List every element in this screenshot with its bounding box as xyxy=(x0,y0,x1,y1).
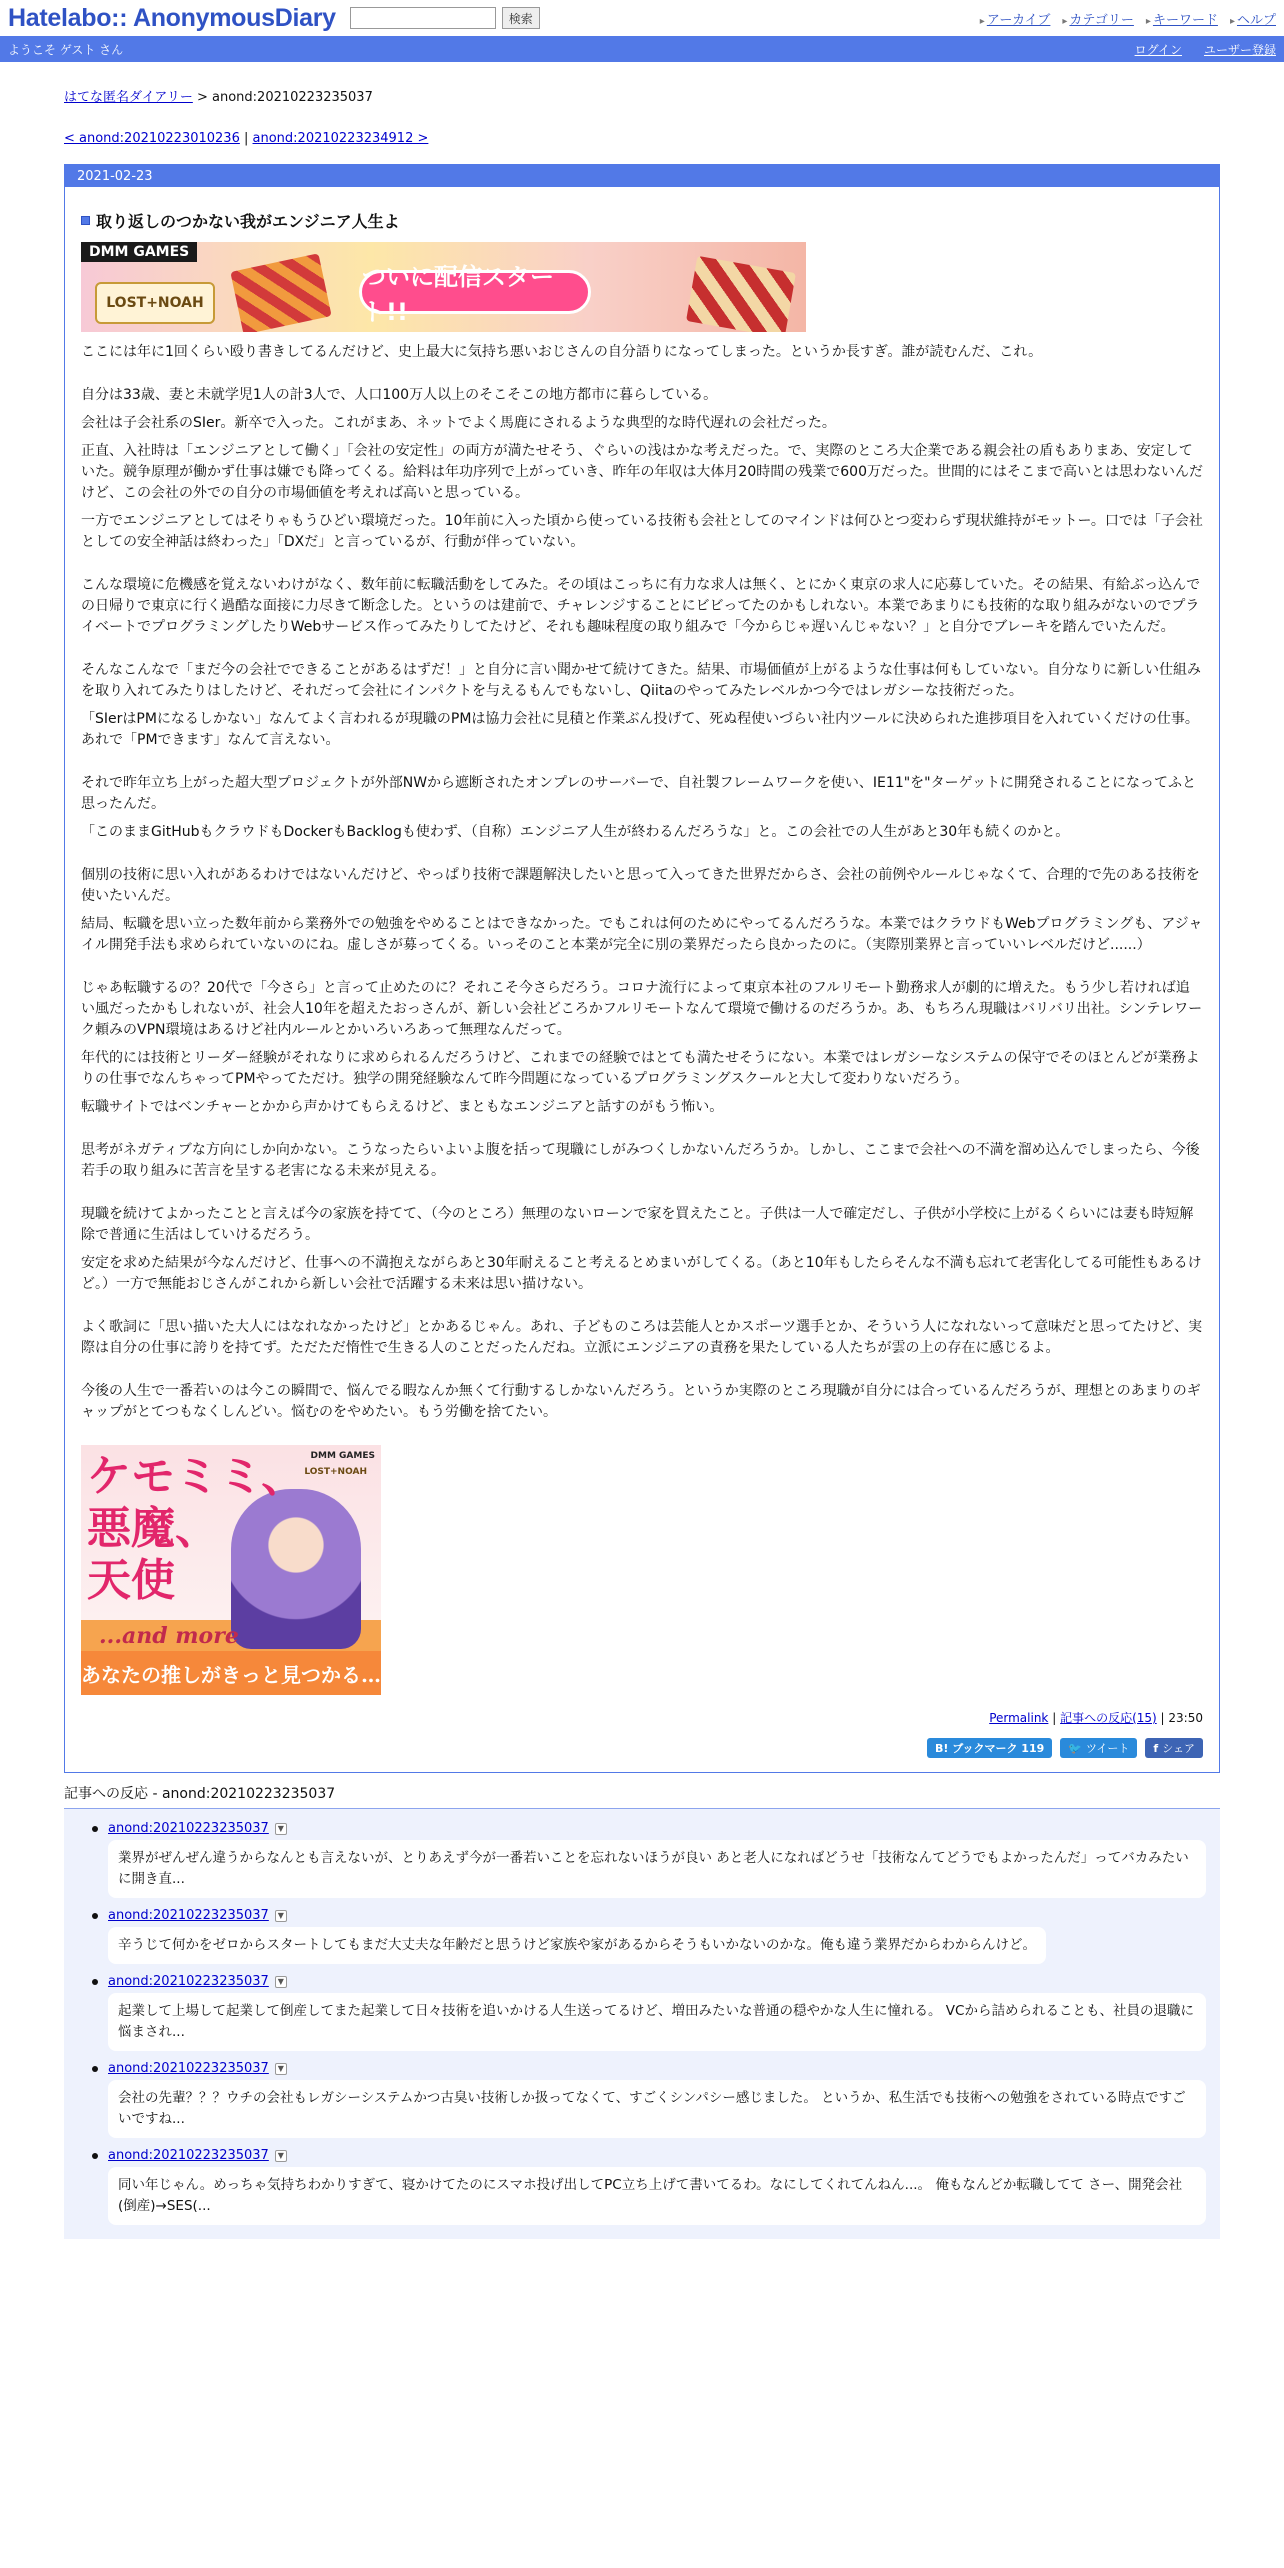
ad-headline-line: 天使 xyxy=(87,1555,175,1606)
response-excerpt: 会社の先輩？？？ウチの会社もレガシーシステムかつ古臭い技術しか扱ってなくて、すごくシンパシー感じました。 というか、私生活でも技術への勉強をされている時点ですごいですね... xyxy=(108,2080,1206,2138)
paragraph: 正直、入社時は「エンジニアとして働く」「会社の安定性」の両方が満たせそう、ぐらいの浅はかな考えだった。で、実際のところ大企業である親会社の盾もありまあ、安定していた。競争原理が働かず仕事は嫌でも降ってくる。給料は年功序列で上がっていき、昨年の年収は大体月20時間の残業で600万だった。世間的にはそこまで高いとは思わないんだけど、この会社の外での自分の市場価値を考えれば高いと思っている。 xyxy=(81,443,1203,501)
welcome-text: ようこそ ゲスト さん xyxy=(8,42,124,57)
responses-link[interactable]: 記事への反応(15) xyxy=(1060,1711,1157,1725)
ad-headline xyxy=(87,1451,305,1607)
triangle-bullet-icon: ▸ xyxy=(979,15,985,27)
footer-separator: | xyxy=(1052,1711,1061,1725)
paragraph-group xyxy=(81,342,1203,363)
paragraph: 自分は33歳、妻と未就学児1人の計3人で、人口100万人以上のそこそこの地方都市に暮らしている。 xyxy=(81,387,718,403)
response-item xyxy=(92,2061,1220,2138)
paragraph: 安定を求めた結果が今なんだけど、仕事への不満抱えながらあと30年耐えること考えるとめまいがしてくる。（あと10年もしたらそんな不満も忘れて老害化してる可能性もあるけど。）一方で無能おじさんがこれから新しい会社で活躍する未来は思い描けない。 xyxy=(81,1255,1202,1292)
next-entry-link[interactable]: anond:20210223234912 > xyxy=(252,131,429,146)
paragraph: じゃあ転職するの？20代で「今さら」と言って止めたのに？それこそ今さらだろう。コロナ流行によって東京本社のフルリモート勤務求人が劇的に増えた。もう少し若ければ追い風だったかもしれないが、社会人10年を超えたおっさんが、新しい会社どころかフルリモートなんて環境で働けるのだろうか。あ、もちろん現職はバリバリ出社。シンテレワーク頼みのVPN環境はあるけど社内ルールとかいろいろあって無理なんだって。 xyxy=(81,980,1203,1038)
paragraph-group xyxy=(81,1381,1203,1423)
permalink-link[interactable]: Permalink xyxy=(989,1711,1049,1725)
prev-entry-link[interactable]: < anond:20210223010236 xyxy=(64,131,240,146)
response-link[interactable]: anond:20210223235037 xyxy=(108,1821,269,1836)
game-logo: LOST+NOAH xyxy=(95,282,215,324)
paragraph: 思考がネガティブな方向にしか向かない。こうなったらいよいよ腹を括って現職にしがみつくしかないんだろうか。しかし、ここまで会社への不満を溜め込んでしまったら、今後若手の取り組みに苦言を呈する老害になる未来が見える。 xyxy=(81,1142,1200,1179)
paragraph-group xyxy=(81,865,1203,956)
account-links xyxy=(1135,41,1276,58)
triangle-bullet-icon: ▸ xyxy=(1145,15,1151,27)
share-label: シェア xyxy=(1162,1742,1195,1755)
paragraph-group xyxy=(81,978,1203,1118)
paragraph-group xyxy=(81,1140,1203,1182)
paragraph: 今後の人生で一番若いのは今この瞬間で、悩んでる暇なんか無くて行動するしかないんだろう。というか実際のところ現職が自分には合っているんだろうが、理想とのあまりのギャップがとてつもなくしんどい。悩むのをやめたい。もう労働を捨てたい。 xyxy=(81,1383,1201,1420)
paragraph: 年代的には技術とリーダー経験がそれなりに求められるんだろうけど、これまでの経験ではとても満たせそうにない。本業ではレガシーなシステムの保守でそのほとんどが業務よりの仕事でなんちゃってPMやってただけ。独学の開発経験なんて昨今問題になっているプログラミングスクールと大して変わりないだろう。 xyxy=(81,1050,1200,1087)
response-link[interactable]: anond:20210223235037 xyxy=(108,1908,269,1923)
response-excerpt: 起業して上場して起業して倒産してまた起業して日々技術を追いかける人生送ってるけど、増田みたいな普通の穏やかな人生に憧れる。 VCから詰められることも、社員の退職に悩まされ... xyxy=(108,1993,1206,2051)
response-link[interactable]: anond:20210223235037 xyxy=(108,2061,269,2076)
gift-box-image xyxy=(230,253,331,332)
register-link[interactable]: ユーザー登録 xyxy=(1203,42,1276,57)
paragraph: 結局、転職を思い立った数年前から業務外での勉強をやめることはできなかった。でもこれは何のためにやってるんだろうな。本業ではクラウドもWebプログラミングも、アジャイル開発手法も求められていないのにね。虚しさが募ってくる。いっそのこと本業が完全に別の業界だったら良かったのに。（実際別業界と言っていいレベルだけど......） xyxy=(81,916,1203,953)
nav-category-link[interactable]: カテゴリー xyxy=(1069,12,1134,28)
entry-text xyxy=(81,342,1203,1423)
paragraph-group xyxy=(81,1317,1203,1359)
entry-body xyxy=(65,209,1219,1772)
top-nav xyxy=(980,9,1276,28)
ad-headline-line: 悪魔、 xyxy=(87,1503,219,1554)
search-form xyxy=(350,7,540,29)
paragraph-group xyxy=(81,660,1203,751)
nav-item-category xyxy=(1062,9,1134,28)
paragraph: 会社は子会社系のSIer。新卒で入った。これがまあ、ネットでよく馬鹿にされるような典型的な時代遅れの会社だった。 xyxy=(81,415,836,431)
paragraph: よく歌詞に「思い描いた大人にはなれなかったけど」とかあるじゃん。あれ、子どものころは芸能人とかスポーツ選手とか、そういう人になれないって意味だと思ってたけど、実際は自分の仕事に誇りを持てず。ただただ惰性で生きる人のことだったんだね。立派にエンジニアの責務を果たしている人たちが雲の上の存在に感じるよ。 xyxy=(81,1319,1203,1356)
entry-title-text[interactable]: 取り返しのつかない我がエンジニア人生よ xyxy=(96,212,400,231)
pager-separator: | xyxy=(239,131,253,146)
paragraph: 転職サイトではベンチャーとかから声かけてもらえるけど、まともなエンジニアと話すのがもう怖い。 xyxy=(81,1099,724,1115)
nav-item-keyword xyxy=(1146,9,1218,28)
chevron-down-icon[interactable]: ▼ xyxy=(275,2150,287,2162)
ad-headline: ついに配信スタート!! xyxy=(359,270,591,314)
paragraph-group xyxy=(81,1204,1203,1295)
bird-icon: 🐦 xyxy=(1068,1741,1082,1755)
share-buttons xyxy=(81,1738,1203,1758)
entry-footer xyxy=(81,1709,1203,1726)
breadcrumb xyxy=(64,86,1220,105)
ad-brand: DMM GAMES xyxy=(310,1451,375,1461)
response-header xyxy=(92,1821,1220,1836)
chevron-down-icon[interactable]: ▼ xyxy=(275,2063,287,2075)
response-header xyxy=(92,2061,1220,2076)
paragraph-group xyxy=(81,575,1203,638)
search-button[interactable]: 検索 xyxy=(502,7,540,29)
ad-banner-top[interactable] xyxy=(81,242,806,332)
paragraph: そんなこんなで「まだ今の会社でできることがあるはずだ！」と自分に言い聞かせて続けてきた。結果、市場価値が上がるような仕事は何もしていない。自分なりに新しい仕組みを取り入れてみたりはしたけど、それだって会社にインパクトを与えるもんでもないし、Qiitaのやってみたレベルかつ今ではレガシーな技術だった。 xyxy=(81,662,1201,699)
response-header xyxy=(92,1908,1220,1923)
ad-brand: DMM GAMES xyxy=(81,242,197,262)
response-header xyxy=(92,2148,1220,2163)
ad-tagline: あなたの推しがきっと見つかる… xyxy=(81,1651,381,1695)
search-input[interactable] xyxy=(350,7,496,29)
paragraph: 「SIerはPMになるしかない」なんてよく言われるが現職のPMは協力会社に見積と作業ぶん投げて、死ぬ程使いづらい社内ツールに決められた進捗項目を入れていくだけの仕事。あれで「PMできます」なんて言えない。 xyxy=(81,711,1199,748)
site-logo[interactable]: Hatelabo:: AnonymousDiary xyxy=(8,3,336,32)
tweet-button[interactable] xyxy=(1060,1738,1137,1758)
login-link[interactable]: ログイン xyxy=(1134,42,1182,57)
paragraph: ここには年に1回くらい殴り書きしてるんだけど、史上最大に気持ち悪いおじさんの自分語りになってしまった。というか長すぎ。誰が読むんだ、これ。 xyxy=(81,344,1043,360)
response-excerpt: 業界がぜんぜん違うからなんとも言えないが、とりあえず今が一番若いことを忘れないほうが良い あと老人になればどうせ「技術なんてどうでもよかったんだ」ってバカみたいに開き直... xyxy=(108,1840,1206,1898)
response-link[interactable]: anond:20210223235037 xyxy=(108,1974,269,1989)
nav-keyword-link[interactable]: キーワード xyxy=(1152,12,1218,28)
breadcrumb-home-link[interactable]: はてな匿名ダイアリー xyxy=(64,90,193,105)
responses-heading: 記事への反応 - anond:20210223235037 xyxy=(64,1783,1220,1809)
response-excerpt: 同い年じゃん。めっちゃ気持ちわかりすぎて、寝かけてたのにスマホ投げ出してPC立ち上げて書いてるわ。なにしてくれてんねん...。 俺もなんどか転職してて さー、開発会社(倒産)→SES(... xyxy=(108,2167,1206,2225)
response-header xyxy=(92,1974,1220,1989)
top-header xyxy=(0,0,1284,36)
triangle-bullet-icon: ▸ xyxy=(1062,15,1068,27)
facebook-share-button[interactable] xyxy=(1145,1738,1203,1758)
entry-title xyxy=(81,209,1203,232)
paragraph: 現職を続けてよかったことと言えば今の家族を持てて、（今のところ）無理のないローンで家を買えたこと。子供は一人で確定だし、子供が小学校に上がるくらいには妻も時短解除で普通に生活はしていけるだろう。 xyxy=(81,1206,1194,1243)
paragraph: 「このままGitHubもクラウドもDockerもBacklogも使わず、（自称）エンジニア人生が終わるんだろうな」と。この会社での人生があと30年も続くのかと。 xyxy=(81,824,1070,840)
gift-box-image xyxy=(686,256,796,332)
entry xyxy=(64,164,1220,1773)
response-item xyxy=(92,2148,1220,2225)
breadcrumb-separator: > xyxy=(192,90,213,105)
paragraph: 個別の技術に思い入れがあるわけではないんだけど、やっぱり技術で課題解決したいと思って入ってきた世界だからさ、会社の前例やルールじゃなくて、合理的で先のある技術を使いたいんだ。 xyxy=(81,867,1200,904)
response-link[interactable]: anond:20210223235037 xyxy=(108,2148,269,2163)
response-item xyxy=(92,1908,1220,1964)
triangle-bullet-icon: ▸ xyxy=(1229,15,1235,27)
nav-archive-link[interactable]: アーカイブ xyxy=(986,12,1051,28)
nav-item-archive xyxy=(980,9,1051,28)
nav-item-help xyxy=(1230,9,1276,28)
breadcrumb-current: anond:20210223235037 xyxy=(212,90,373,105)
ad-banner-bottom[interactable] xyxy=(81,1445,381,1695)
nav-help-link[interactable]: ヘルプ xyxy=(1236,12,1276,28)
footer-separator: | xyxy=(1160,1711,1169,1725)
paragraph-group xyxy=(81,773,1203,843)
paragraph: それで昨年立ち上がった超大型プロジェクトが外部NWから遮断されたオンプレのサーバーで、自社製フレームワークを使い、IE11"を"ターゲットに開発されることになってふと思ったんだ。 xyxy=(81,775,1197,812)
paragraph-group xyxy=(81,385,1203,553)
game-logo: LOST+NOAH xyxy=(304,1467,367,1477)
entry-date: 2021-02-23 xyxy=(65,165,1219,187)
tweet-label: ツイート xyxy=(1085,1742,1130,1755)
hatena-bookmark-button[interactable]: B! ブックマーク 119 xyxy=(927,1738,1052,1758)
chevron-down-icon[interactable]: ▼ xyxy=(275,1823,287,1835)
paragraph: 一方でエンジニアとしてはそりゃもうひどい環境だった。10年前に入った頃から使っている技術も会社としてのマインドは何ひとつ変わらず現状維持がモットー。口では「子会社としての安全神話は終わった」「DXだ」と言っているが、行動が伴っていない。 xyxy=(81,513,1203,550)
chevron-down-icon[interactable]: ▼ xyxy=(275,1910,287,1922)
chevron-down-icon[interactable]: ▼ xyxy=(275,1976,287,1988)
responses-list xyxy=(64,1809,1220,2239)
entry-pager xyxy=(64,131,1220,146)
main-content xyxy=(64,86,1220,2239)
title-square-icon xyxy=(81,216,90,225)
ad-headline-line: ケモミミ、 xyxy=(87,1451,306,1502)
response-item xyxy=(92,1974,1220,2051)
ad-andmore: ...and more xyxy=(99,1623,239,1649)
user-bar xyxy=(0,36,1284,62)
response-excerpt: 辛うじて何かをゼロからスタートしてもまだ大丈夫な年齢だと思うけど家族や家があるからそうもいかないのかな。俺も違う業界だからわからんけど。 xyxy=(108,1927,1046,1964)
paragraph: こんな環境に危機感を覚えないわけがなく、数年前に転職活動をしてみた。その頃はこっちに有力な求人は無く、とにかく東京の求人に応募していた。その結果、有給ぶっ込んでの日帰りで東京に行く過酷な面接に力尽きて断念した。というのは建前で、チャレンジすることにビビってたのかもしれない。本業であまりにも技術的な取り組みがないのでプライベートでプログラミングしたりWebサービス作ってみたりしてたけど、それも趣味程度の取り組みで「今からじゃ遅いんじゃない？」と自分でブレーキを踏んでいたんだ。 xyxy=(81,577,1201,635)
response-item xyxy=(92,1821,1220,1898)
facebook-icon: f xyxy=(1153,1741,1159,1755)
entry-time: 23:50 xyxy=(1168,1711,1203,1725)
